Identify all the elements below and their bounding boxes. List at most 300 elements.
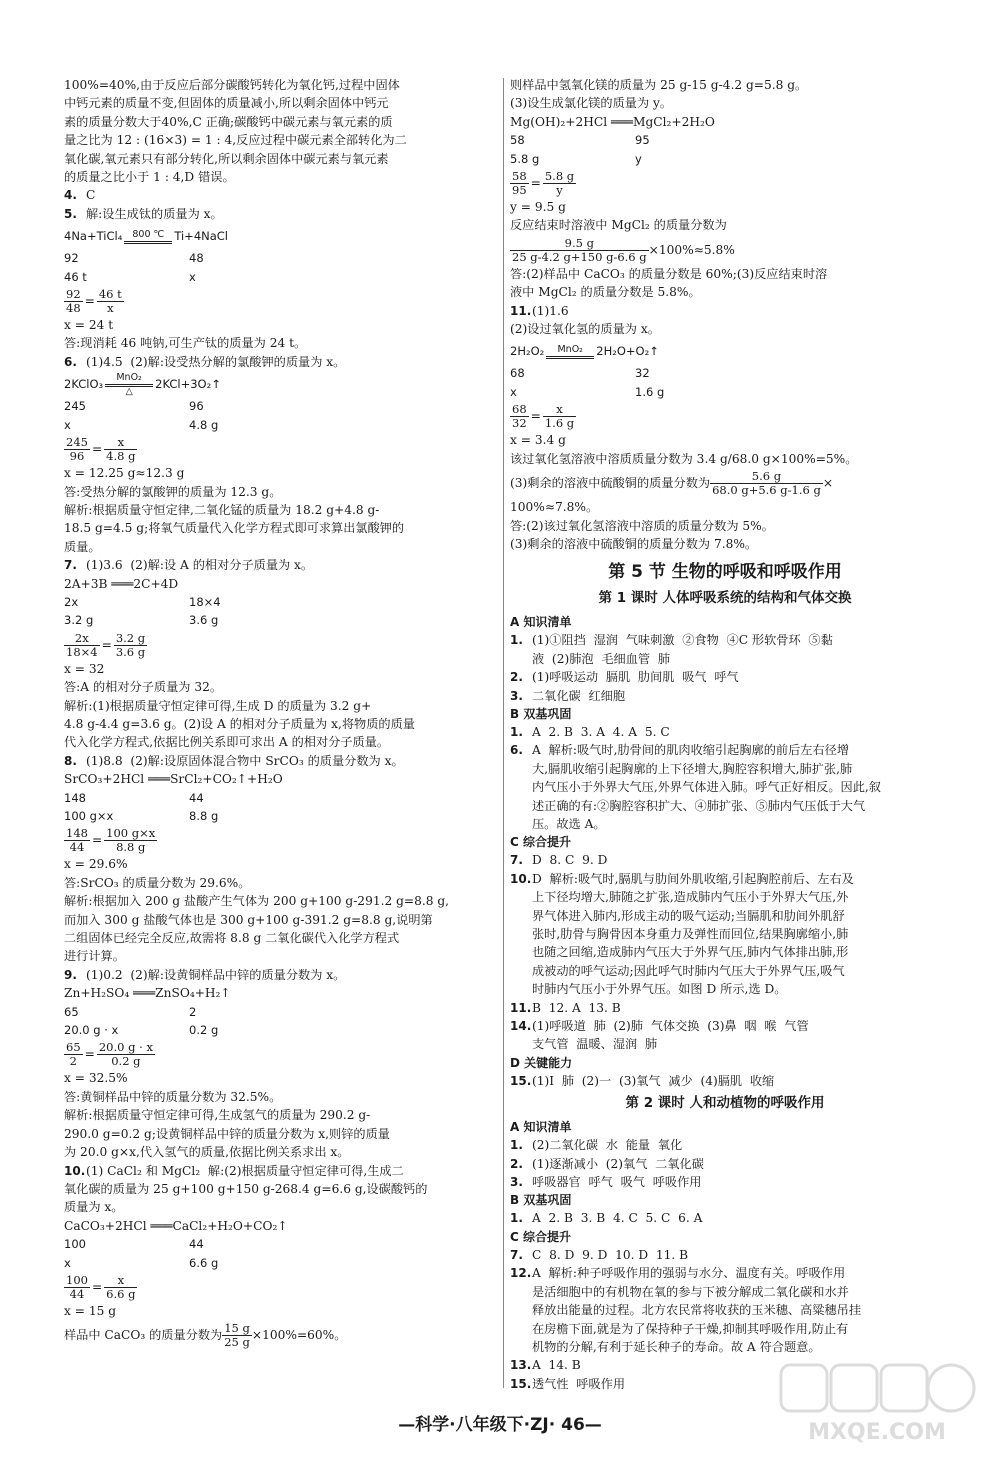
answer-item [64,752,496,770]
ratio-right: 95 [635,133,650,148]
answer-item [510,668,940,686]
text-line: 二组固体已经完全反应,故需将 8.8 g 二氧化碳代入化学方程式 [64,931,400,946]
item-number: 11. [510,303,532,318]
fraction-numerator: 245 [66,435,88,450]
answer-item [510,741,940,759]
equals-sign: = [91,1279,103,1294]
ratio-left: x [64,417,71,432]
text-line: 液中 MgCl₂ 的质量分数是 5.8%。 [510,285,701,300]
text-line: x = 15 g [64,1303,117,1318]
ratio-right: 3.6 g [189,613,219,628]
right-column [510,76,940,1393]
text-line: 答:(2)样品中 CaCO₃ 的质量分数是 60%;(3)反应结束时溶 [510,266,828,281]
fraction [97,1041,155,1068]
text-line: 述正确的有:②胸腔容积扩大、④肺扩张、⑤肺内气压低于大气 [532,798,866,813]
equals-sign: = [84,294,95,309]
watermark-text: MXQE.COM [808,1420,946,1445]
item-text: 二氧化碳 红细胞 [532,688,626,703]
ratio-left: 2x [64,594,79,609]
equals-sign: = [530,176,541,191]
text-line: 液 (2)肺泡 毛细血管 肺 [532,651,671,666]
answer-item [64,186,496,204]
text-line: 100%≈7.8%。 [510,500,599,515]
text-line: 机物的分解,有利于延长种子的寿命。故 A 符合题意。 [532,1339,821,1354]
fraction-numerator: 92 [66,287,81,302]
item-number: 12. [510,1266,532,1281]
text-line: 100%=40%,由于反应后部分碳酸钙转化为氧化钙,过程中固体 [64,78,400,92]
item-number: 3. [510,1175,523,1190]
ratio-right: 0.2 g [189,1023,219,1038]
item-text: D 8. C 9. D [532,853,608,868]
equals-sign: = [91,442,103,457]
ratio-row [64,1003,496,1021]
fraction-denominator: x [107,301,114,316]
text-line: 质量。 [64,539,101,554]
expression-prefix: 样品中 CaCO₃ 的质量分数为 [64,1328,223,1343]
item-text: D 解析:吸气时,膈肌与肋间外肌收缩,引起胸腔前后、左右及 [532,871,854,886]
item-number: 2. [510,670,523,685]
fraction-numerator: 5.8 g [544,169,575,184]
proportion-equation [64,825,496,855]
item-text: (2)二氧化碳 水 能量 氧化 [532,1138,683,1153]
condition-top: MnO₂ [546,345,594,359]
fraction-numerator: 3.2 g [115,630,146,645]
text-line: 反应结束时溶液中 MgCl₂ 的质量分数为 [510,218,727,233]
text-line: (3)设生成氯化镁的质量为 y。 [510,96,673,111]
answer-item [64,556,496,574]
fraction-denominator: 32 [512,416,527,431]
answer-item [64,353,496,371]
fraction-expression [510,235,940,265]
text-line: Zn+H₂SO₄ ═══ZnSO₄+H₂↑ [64,986,231,1001]
fraction [64,288,83,315]
ratio-row [64,593,496,611]
answer-item [510,1173,940,1191]
chemical-equation [64,223,496,249]
item-number: 15. [510,1073,532,1088]
item-number: 6. [64,354,77,369]
item-number: 1. [510,633,523,648]
ratio-left: 148 [64,790,86,805]
ratio-row [64,249,496,267]
text-line: 解析:根据质量守恒定律可得,生成氢气的质量为 290.2 g- [64,1108,371,1123]
text-line: x = 29.6% [64,857,128,872]
ratio-right: 1.6 g [635,384,665,399]
condition-top: MnO₂ [105,373,153,387]
text-line: 则样品中氢氧化镁的质量为 25 g-15 g-4.2 g=5.8 g。 [510,78,808,92]
ratio-right: 8.8 g [189,809,219,823]
answer-item [510,302,940,320]
text-line: 上下径均增大,肺随之扩张,造成肺内气压小于外界大气压,外 [532,890,849,905]
ratio-right: 6.6 g [189,1255,219,1270]
ratio-right: 44 [189,790,204,805]
text-line: 答:(2)该过氧化氢溶液中溶质的质量分数为 5%。 [510,518,774,533]
ratio-row [510,131,940,149]
item-text: C [86,188,96,203]
ratio-row [64,1235,496,1253]
item-text: (1)8.8 (2)解:设原固体混合物中 SrCO₃ 的质量分数为 x。 [86,753,404,768]
item-text: C 8. D 9. D 10. D 11. B [532,1247,689,1262]
fraction-numerator: x [543,403,576,417]
fraction-denominator: y [556,183,563,198]
section-title: 第 5 节 生物的呼吸和呼吸作用 [608,562,842,583]
ratio-right: 44 [189,1237,204,1252]
text-line: 解析:根据质量守恒定律,二氧化锰的质量为 18.2 g+4.8 g- [64,502,380,517]
ratio-left: 245 [64,399,86,414]
equation-reactants: 2H₂O₂ [510,344,545,359]
fraction [543,403,576,430]
ratio-left: 68 [510,366,525,381]
text-line: (3)剩余的溶液中硫酸铜的质量分数为 7.8%。 [510,536,758,551]
answer-item [510,851,940,869]
fraction-numerator: 65 [66,1040,81,1055]
proportion-equation [510,168,940,198]
item-number: 2. [510,1156,523,1171]
ratio-row [510,383,940,401]
item-number: 3. [510,688,523,703]
text-line: 是活细胞中的有机物在氧的参与下被分解成二氧化碳和水并 [532,1284,849,1299]
ratio-row [510,150,940,168]
fraction-expression [510,468,940,498]
text-line: x = 32.5% [64,1071,128,1086]
item-number: 8. [64,753,77,768]
fraction-numerator: 100 g×x [106,826,156,841]
fraction-numerator: 20.0 g · x [98,1040,153,1055]
text-line: 界气体进入肺内,形成主动的吸气运动;当膈肌和肋间外肌舒 [532,908,845,923]
item-number: 6. [510,743,523,758]
item-text: (1)Ⅰ 肺 (2)一 (3)氧气 减少 (4)膈肌 收缩 [532,1073,775,1088]
fraction-expression [64,1320,496,1350]
fraction [64,827,90,854]
equals-sign: = [91,833,103,848]
fraction-numerator: 15 g [224,1321,250,1336]
answer-item [510,1246,940,1264]
item-text: (1)呼吸运动 膈肌 肋间肌 吸气 呼气 [532,670,739,685]
item-number: 1. [510,1138,523,1153]
answer-item [64,1162,496,1180]
answer-item [510,1136,940,1154]
item-text: (1)1.6 [532,303,569,318]
ratio-row [64,789,496,807]
ratio-left: x [64,1255,71,1270]
ratio-left: 20.0 g · x [64,1023,119,1038]
item-text: A 解析:种子呼吸作用的强弱与水分、温度有关。呼吸作用 [532,1266,846,1281]
text-line: 也随之回缩,造成肺内气压大于外界气压,肺内气体排出肺,形 [532,945,849,960]
ratio-row [510,364,940,382]
fraction-denominator: 44 [69,840,85,855]
fraction [64,436,90,463]
fraction-denominator: 3.6 g [115,644,146,659]
text-line: 时肺内气压小于外界气压。如图 D 所示,选 D。 [532,982,787,997]
fraction [510,403,529,430]
answer-item [510,1017,940,1035]
answer-item [64,205,496,223]
equals-sign: = [101,637,112,652]
fraction-numerator: 58 [512,169,527,184]
item-number: 7. [510,853,523,868]
fraction [104,1274,137,1301]
item-number: 1. [510,1211,523,1226]
text-line: 答:现消耗 46 吨钠,可生产钛的质量为 24 t。 [64,336,307,351]
text-line: 释放出能量的过程。北方农民常将收获的玉米穗、高粱穗吊挂 [532,1303,862,1318]
fraction-numerator: x [104,436,137,450]
item-number: 7. [510,1247,523,1262]
proportion-equation [510,401,940,431]
text-line: 代入化学方程式,依据比例关系即可求出 A 的相对分子质量。 [64,735,390,750]
fraction [510,237,649,264]
equation-products: Ti+4NaCl [174,229,229,244]
text-line: Mg(OH)₂+2HCl ═══MgCl₂+2H₂O [510,114,715,129]
fraction-denominator: 0.2 g [111,1054,141,1069]
expression-suffix: × [822,476,834,491]
item-text: (1)4.5 (2)解:设受热分解的氯酸钾的质量为 x。 [86,354,346,369]
answer-item [510,1155,940,1173]
answer-item [510,1209,940,1227]
text-line: 内气压小于外界大气压,外界气体进入肺。呼气正好相反。因此,叙 [532,780,881,795]
item-text: (1) CaCl₂ 和 MgCl₂ 解:(2)根据质量守恒定律可得,生成二 [86,1163,404,1178]
ratio-right: y [635,151,642,166]
ratio-row [64,397,496,415]
fraction-denominator: 25 g-4.2 g+150 g-6.6 g [512,249,647,264]
ratio-row [64,1254,496,1272]
item-text: (1)3.6 (2)解:设 A 的相对分子质量为 x。 [86,558,314,573]
item-number: 5. [64,206,77,221]
item-text: 解:设生成钛的质量为 x。 [86,206,223,221]
text-line: 为 20.0 g×x,代入氢气的质量,依据比例关系求出 x。 [64,1145,350,1160]
ratio-right: 48 [189,251,204,266]
answer-item [510,999,940,1017]
ratio-row [64,807,496,825]
equation-reactants: 2KClO₃ [64,377,104,392]
item-text: 呼吸器官 呼气 吸气 呼吸作用 [532,1175,702,1190]
item-text: 透气性 呼吸作用 [532,1376,626,1391]
item-number: 10. [510,871,532,886]
text-line: 而加入 300 g 盐酸气体也是 300 g+100 g-391.2 g=8.8 g,说明第 [64,912,433,927]
item-text: A 14. B [532,1358,581,1373]
text-line: 18.5 g=4.5 g;将氧气质量代入化学方程式即可求算出氯酸钾的 [64,521,405,536]
fraction-numerator: x [104,1274,137,1288]
text-line: 素的质量分数大于40%,C 正确;碳酸钙中碳元素与氧元素的质 [64,114,393,129]
proportion-equation [64,434,496,464]
lesson-title: 第 2 课时 人和动植物的呼吸作用 [625,1095,825,1112]
condition-bottom: △ [125,385,133,397]
ratio-right: 32 [635,366,650,381]
item-number: 4. [64,188,77,203]
fraction-denominator: 96 [69,449,85,464]
text-line: 的质量之比小于 1 : 4,D 错误。 [64,170,235,185]
ratio-left: x [510,384,517,399]
answer-item [510,723,940,741]
text-line: 大,膈肌收缩引起胸廓的上下径增大,胸腔容积增大,肺扩张,肺 [532,761,853,776]
proportion-equation [64,286,496,316]
fraction [64,632,100,659]
item-text: A 2. B 3. B 4. C 5. C 6. A [532,1211,703,1226]
item-text: (1)逐渐减小 (2)氧气 二氧化碳 [532,1156,704,1171]
item-text: A 解析:吸气时,肋骨间的肌肉收缩引起胸廓的前后左右径增 [532,743,850,758]
text-line: 中钙元素的质量不变,但固体的质量减小,所以剩余固体中钙元 [64,96,389,111]
part-heading: B 双基巩固 [510,1193,572,1208]
text-line: 质量为 x。 [64,1200,124,1215]
condition-top: 800 ℃ [124,230,172,244]
fraction [64,1274,90,1301]
chemical-equation [64,371,496,397]
ratio-right: 18×4 [189,594,221,609]
fraction [543,170,576,197]
text-line: x = 3.4 g [510,433,566,448]
equals-sign: = [530,409,541,424]
part-heading: D 关键能力 [510,1055,573,1070]
text-line: 压。故选 A。 [532,816,606,831]
text-line: 支气管 温暖、湿润 肺 [532,1037,658,1052]
text-line: 该过氧化氢溶液中溶质质量分数为 3.4 g/68.0 g×100%=5%。 [510,451,858,466]
equals-sign: = [84,1047,95,1062]
item-text: (1)0.2 (2)解:设黄铜样品中锌的质量分数为 x。 [86,967,346,982]
ratio-left: 100 g×x [64,809,114,823]
proportion-equation [64,630,496,660]
equation-products: 2H₂O+O₂↑ [596,344,659,359]
part-heading: A 知识清单 [510,1120,572,1135]
text-line: 答:黄铜样品中锌的质量分数为 32.5%。 [64,1089,282,1104]
ratio-row [64,1021,496,1039]
fraction-denominator: 2 [69,1054,77,1069]
text-line: 290.0 g=0.2 g;设黄铜样品中锌的质量分数为 x,则锌的质量 [64,1126,390,1141]
item-number: 14. [510,1019,532,1034]
chemical-equation [510,338,940,364]
fraction-denominator: 4.8 g [106,449,136,464]
fraction [510,170,529,197]
fraction [104,827,157,854]
fraction-numerator: 148 [66,826,88,841]
column-divider [503,78,504,1388]
fraction [710,470,823,497]
text-line: 在房檐下面,就是为了保持种子干燥,抑制其呼吸作用,防止有 [532,1321,849,1336]
text-line: 成被动的呼气运动;因此呼气时肺内气压大于外界气压,吸气 [532,963,845,978]
expression-suffix: ×100%≈5.8% [648,242,735,257]
proportion-equation [64,1272,496,1302]
text-line: 张时,肋骨与胸骨因本身重力及弹性而回位,结果胸廓缩小,肺 [532,927,849,941]
answer-item [510,687,940,705]
item-text: A 2. B 3. A 4. A 5. C [532,724,670,739]
text-line: 解析:(1)根据质量守恒定律可得,生成 D 的质量为 3.2 g+ [64,698,372,713]
text-line: 答:SrCO₃ 的质量分数为 29.6%。 [64,875,251,890]
text-line: y = 9.5 g [510,200,566,215]
text-line: 2A+3B ═══2C+4D [64,576,179,591]
expression-suffix: ×100%=60%。 [251,1328,347,1343]
text-line: 答:A 的相对分子质量为 32。 [64,680,223,695]
answer-item [510,631,940,649]
text-line: 进行计算。 [64,949,125,964]
fraction-denominator: 44 [69,1286,85,1301]
text-line: 4.8 g-4.4 g=3.6 g。(2)设 A 的相对分子质量为 x,将物质的质量 [64,716,415,731]
text-line: SrCO₃+2HCl ═══SrCl₂+CO₂↑+H₂O [64,772,283,787]
item-text: (1)①阻挡 湿润 气味刺激 ②食物 ④C 形软骨环 ⑤黏 [532,633,833,648]
item-number: 7. [64,558,77,573]
text-line: 量之比为 12 : (16×3) = 1 : 4,反应过程中碳元素全部转化为二 [64,133,407,148]
expression-prefix: (3)剩余的溶液中硫酸铜的质量分数为 [510,476,711,491]
fraction-denominator: 48 [66,301,81,316]
ratio-left: 5.8 g [510,151,540,166]
ratio-left: 46 t [64,269,87,284]
ratio-right: 96 [189,399,204,414]
fraction-denominator: 25 g [224,1335,250,1350]
fraction [222,1322,252,1349]
ratio-left: 65 [64,1004,79,1019]
text-line: x = 12.25 g≈12.3 g [64,466,185,481]
fraction-numerator: 46 t [98,287,122,302]
fraction [104,436,137,463]
answer-item [510,870,940,888]
fraction-numerator: 68 [512,402,527,417]
fraction-numerator: 5.6 g [710,470,823,484]
page-footer: —科学·八年级下·ZJ· 46— [398,1415,602,1435]
fraction-numerator: 2x [64,632,100,646]
part-heading: A 知识清单 [510,615,572,630]
equation-reactants: 4Na+TiCl₄ [64,229,123,244]
text-line: x = 24 t [64,318,114,333]
fraction [64,1041,83,1068]
reaction-condition [546,345,594,359]
fraction-denominator: 1.6 g [544,416,575,431]
fraction-denominator: 8.8 g [116,840,146,855]
item-number: 15. [510,1376,532,1391]
part-heading: B 双基巩固 [510,706,572,721]
fraction [97,288,124,315]
answer-item [510,1072,940,1090]
part-heading: C 综合提升 [510,1229,571,1244]
ratio-row [64,416,496,434]
text-line: x = 32 [64,661,105,676]
answer-item [64,966,496,984]
watermark-logo [777,1361,982,1446]
ratio-right: x [189,269,196,284]
ratio-right: 4.8 g [189,417,219,432]
item-number: 10. [64,1163,86,1178]
proportion-equation [64,1039,496,1069]
item-number: 1. [510,724,523,739]
ratio-row [64,268,496,286]
fraction-denominator: 68.0 g+5.6 g-1.6 g [712,483,821,498]
fraction [114,632,147,659]
item-text: (1)呼吸道 肺 (2)肺 气体交换 (3)鼻 咽 喉 气管 [532,1019,809,1034]
fraction-numerator: 9.5 g [510,237,649,251]
answer-item [510,1264,940,1282]
text-line: CaCO₃+2HCl ═══CaCl₂+H₂O+CO₂↑ [64,1218,288,1233]
ratio-row [64,611,496,629]
text-line: (2)设过氧化氢的质量为 x。 [510,322,660,337]
ratio-left: 3.2 g [64,613,94,628]
item-number: 9. [64,967,77,982]
left-column [64,76,496,1350]
reaction-condition [124,230,172,244]
text-line: 氧化碳,氧元素只有部分转化,所以剩余固体中碳元素与氧元素 [64,151,389,166]
ratio-right: 2 [189,1004,197,1019]
item-number: 11. [510,1000,532,1015]
reaction-condition [105,373,153,397]
fraction-numerator: 100 [66,1272,88,1287]
part-heading: C 综合提升 [510,835,571,850]
text-line: 解析:根据加入 200 g 盐酸产生气体为 200 g+100 g-291.2 g=8.8 g, [64,894,450,909]
text-line: 答:受热分解的氯酸钾的质量为 12.3 g。 [64,484,282,499]
fraction-denominator: 6.6 g [106,1286,136,1301]
item-text: B 12. A 13. B [532,1000,621,1015]
ratio-left: 58 [510,133,525,148]
ratio-left: 100 [64,1237,86,1252]
fraction-denominator: 95 [512,183,527,198]
equation-products: 2KCl+3O₂↑ [155,377,221,392]
ratio-left: 92 [64,251,79,266]
fraction-denominator: 18×4 [66,644,98,659]
lesson-title: 第 1 课时 人体呼吸系统的结构和气体交换 [598,590,852,607]
